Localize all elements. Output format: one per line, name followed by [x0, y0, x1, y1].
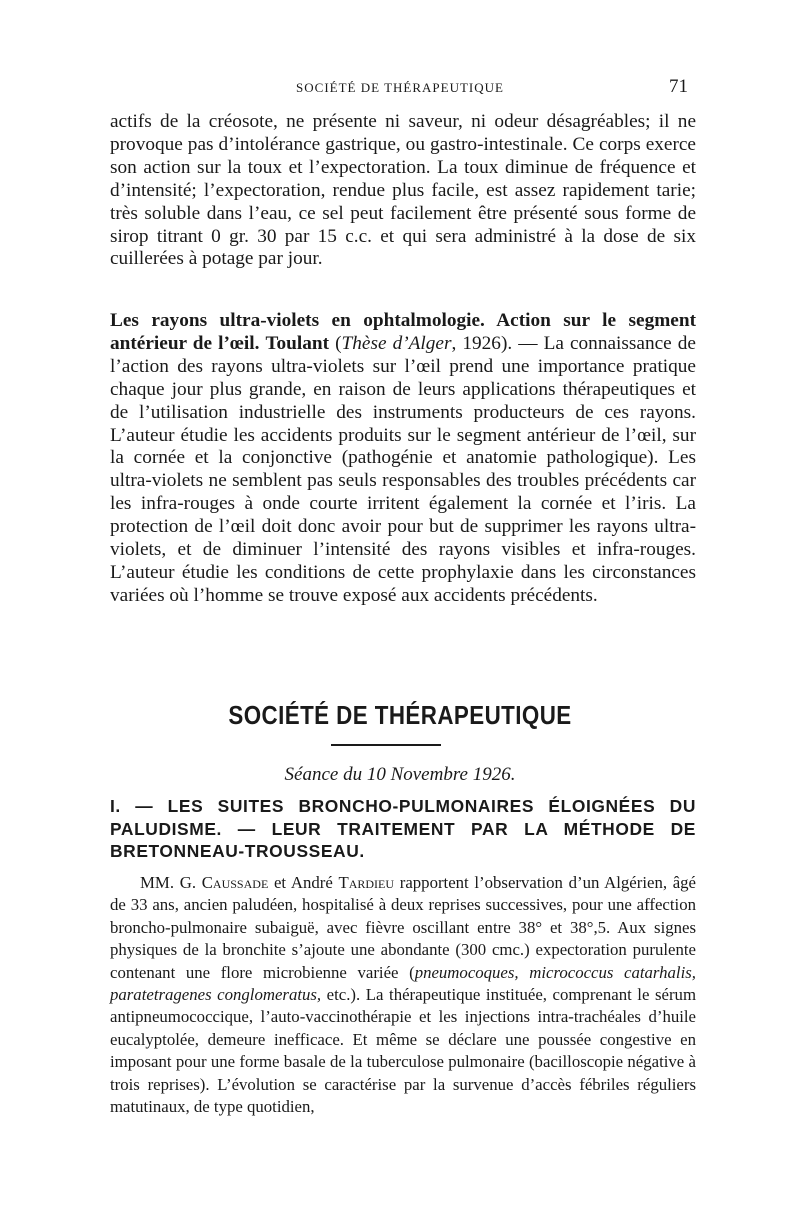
author-tardieu: Tardieu: [338, 873, 395, 892]
running-title: SOCIÉTÉ DE THÉRAPEUTIQUE: [296, 80, 504, 95]
rayons-body: — La connaissance de l’action des rayons ultra-violets sur l’œil prend une importance pratique chaque jour plus grande, en raison de leurs applications thérapeutiques et de l’utilisation industrielle des instruments producteurs de ces rayons. L’auteur étudie les accidents produits sur le segment antérieur de l’œil, sur la cornée et la conjonctive (pathogénie et anatomie pathologique). Les ultra-violets ne semblent pas seuls responsables des troubles précédents car les infra-rouges à onde courte irritent également la cornée et l’iris. La protection de l’œil doit donc avoir pour but de supprimer les rayons ultra-violets, et de diminuer l’intensité des rayons visibles et infra-rouges. L’auteur étudie les conditions de cette prophylaxie dans les circonstances variées où l’homme se trouve exposé aux accidents précédents.: [110, 332, 696, 606]
author-caussade: Caussade: [201, 873, 269, 892]
article-body: [110, 872, 696, 1118]
rayons-title: Les rayons ultra-violets en ophtalmologie. Action sur le segment antérieur de l’œil.: [110, 310, 696, 354]
creosote-paragraph: [110, 111, 696, 271]
section-divider: [331, 744, 441, 746]
section-title: SOCIÉTÉ DE THÉRAPEUTIQUE: [228, 700, 572, 730]
rayons-source: Thèse d’Alger: [341, 332, 452, 354]
rayons-source-close: , 1926).: [451, 332, 513, 354]
page-number: 71: [669, 76, 688, 97]
article-conj: et André: [273, 873, 333, 892]
rayons-paragraph: [110, 310, 696, 608]
rayons-author: Toulant: [265, 332, 330, 354]
article-text-2: etc.). La thérapeutique instituée, comprenant le sérum antipneumococcique, l’auto-vaccinothérapie et les injections intra-trachéales d’huile eucalyptolée, demeure inefficace. Et même se déclare une poussée congestive en imposant pour une forme basale de la tuberculose pulmonaire (bacilloscopie négative à trois reprises). L’évolution se caractérise par la survenue d’accès fébriles réguliers matutinaux, de type quotidien,: [110, 985, 696, 1117]
article-text-1: rapportent l’observation d’un Algérien, âgé de 33 ans, ancien paludéen, hospitalisé à deux reprises successives, pour une affection broncho-pulmonaire subaiguë, avec fièvre oscillant entre 38° et 38°,5. Aux signes physiques de la bronchite s’ajoute une abondante (300 cmc.) expectoration purulente contenant une flore microbienne variée (: [110, 873, 696, 982]
creosote-text: actifs de la créosote, ne présente ni saveur, ni odeur désagréables; il ne provoque pas d’intolérance gastrique, ou gastro-intestinale. Ce corps exerce son action sur la toux et l’expectoration. La toux diminue de fréquence et d’intensité; l’expectoration, rendue plus facile, est assez rapidement tarie; très soluble dans l’eau, ce sel peut facilement être présenté sous forme de sirop titrant 0 gr. 30 par 15 c.c. et qui sera administré à la dose de six cuillerées à potage par jour.: [110, 111, 696, 270]
article-paragraph: [110, 872, 696, 1118]
running-head: [0, 76, 800, 104]
article-intro: MM. G.: [140, 873, 197, 892]
session-date: Séance du 10 Novembre 1926.: [284, 764, 516, 785]
rayons-source-open: (: [335, 332, 342, 354]
rayons-abstract: [110, 310, 696, 608]
article-heading: I. — LES SUITES BRONCHO-PULMONAIRES ÉLOIGNÉES DU PALUDISME. — LEUR TRAITEMENT PAR LA MÉTHODE DE BRETONNEAU-TROUSSEAU.: [110, 796, 696, 861]
flora-list: pneumocoques, micrococcus catarhalis, paratetragenes conglomeratus,: [110, 962, 696, 1005]
